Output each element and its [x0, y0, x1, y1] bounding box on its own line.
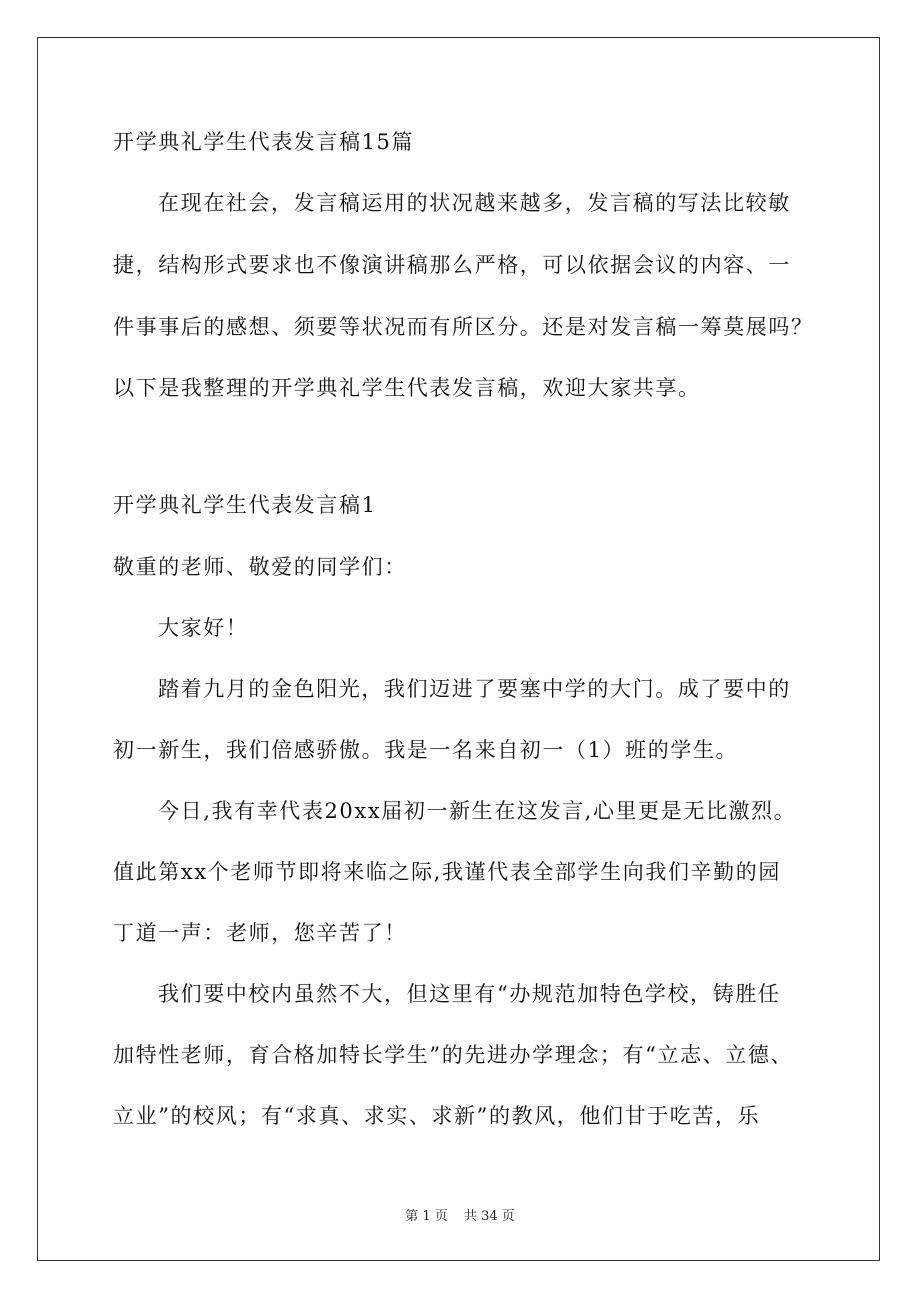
section-title: 开学典礼学生代表发言稿1	[113, 493, 377, 517]
body-line: 立业”的校风；有“求真、求实、求新”的教风，他们甘于吃苦，乐	[113, 1104, 761, 1128]
page-border	[37, 37, 880, 1261]
intro-line: 在现在社会，发言稿运用的状况越来越多，发言稿的写法比较敏	[158, 191, 791, 215]
greeting: 大家好！	[158, 616, 249, 640]
body-line: 加特性老师，育合格加特长学生”的先进办学理念；有“立志、立德、	[113, 1043, 794, 1067]
intro-line: 以下是我整理的开学典礼学生代表发言稿，欢迎大家共享。	[113, 376, 701, 400]
body-line: 初一新生，我们倍感骄傲。我是一名来自初一（1）班的学生。	[113, 738, 739, 762]
page-footer	[0, 1205, 920, 1224]
document-title: 开学典礼学生代表发言稿15篇	[113, 130, 415, 154]
intro-line: 捷，结构形式要求也不像演讲稿那么严格，可以依据会议的内容、一	[113, 253, 791, 277]
body-line: 丁道一声：老师，您辛苦了！	[113, 921, 407, 945]
intro-line: 件事事后的感想、须要等状况而有所区分。还是对发言稿一筹莫展吗？	[113, 315, 814, 339]
body-line: 今日,我有幸代表20xx届初一新生在这发言,心里更是无比激烈。	[158, 799, 797, 823]
total-pages-label: 共 34 页	[463, 1209, 515, 1224]
current-page-label: 第 1 页	[405, 1209, 448, 1224]
body-line: 值此第xx个老师节即将来临之际,我谨代表全部学生向我们辛勤的园	[113, 860, 781, 884]
body-line: 踏着九月的金色阳光，我们迈进了要塞中学的大门。成了要中的	[158, 677, 791, 701]
body-line: 我们要中校内虽然不大，但这里有“办规范加特色学校，铸胜任	[158, 982, 781, 1006]
salutation: 敬重的老师、敬爱的同学们：	[113, 555, 407, 579]
